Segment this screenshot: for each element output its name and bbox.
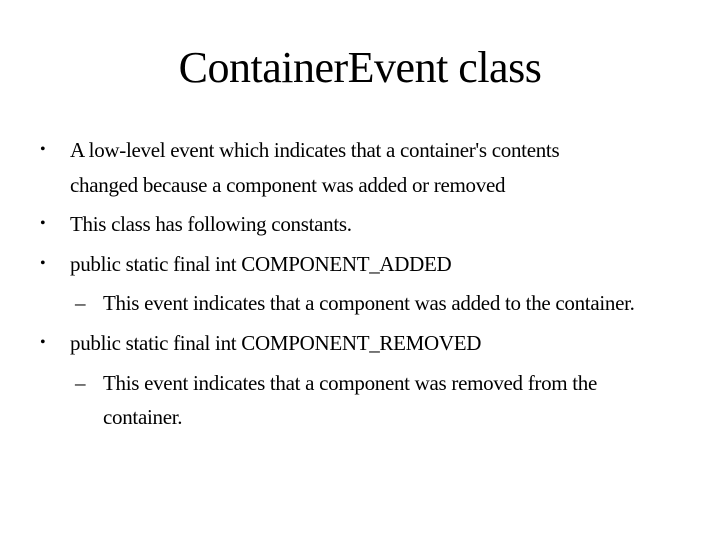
bullet-text: changed because a component was added or removed (70, 173, 506, 197)
bullet-text: public static final int COMPONENT_REMOVED (70, 331, 482, 355)
sub-bullet-text: This event indicates that a component was added to the container. (103, 291, 635, 315)
bullet-text: This class has following constants. (70, 212, 352, 236)
bullet-marker: • (40, 255, 46, 272)
bullet-marker: • (40, 334, 46, 351)
bullet-item (40, 246, 452, 282)
bullet-item (40, 206, 352, 242)
sub-bullet-text: container. (103, 405, 183, 429)
bullet-marker: • (40, 215, 46, 232)
bullet-text: A low-level event which indicates that a container's contents (70, 138, 560, 162)
sub-bullet-text: This event indicates that a component was removed from the (103, 371, 598, 395)
bullet-item (40, 325, 482, 361)
bullet-text: public static final int COMPONENT_ADDED (70, 252, 452, 276)
bullet-item (40, 132, 560, 168)
sub-bullet-item (75, 285, 635, 321)
sub-bullet-continuation (103, 399, 182, 435)
sub-bullet-marker: – (75, 371, 86, 395)
bullet-continuation (70, 167, 505, 203)
sub-bullet-item (75, 365, 598, 401)
bullet-marker: • (40, 141, 46, 158)
slide-title: ContainerEvent class (178, 43, 542, 92)
sub-bullet-marker: – (75, 291, 86, 315)
